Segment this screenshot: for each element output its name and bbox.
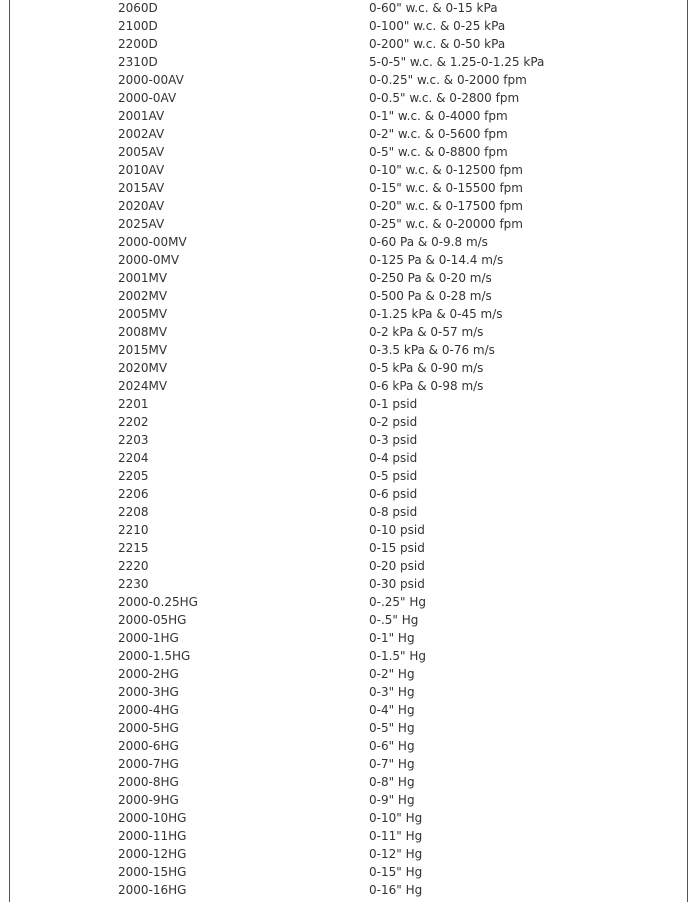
range-cell: 0-.25" Hg xyxy=(369,595,427,609)
range-cell: 0-0.25" w.c. & 0-2000 fpm xyxy=(369,73,527,87)
model-number-cell: 2205 xyxy=(118,469,149,483)
model-number-cell: 2005AV xyxy=(118,145,165,159)
model-number-cell: 2000-6HG xyxy=(118,739,179,753)
table-row xyxy=(118,647,669,665)
range-cell: 0-60 Pa & 0-9.8 m/s xyxy=(369,235,488,249)
table-row xyxy=(118,827,669,845)
model-range-table xyxy=(118,0,669,899)
model-number-cell: 2005MV xyxy=(118,307,168,321)
table-row xyxy=(118,359,669,377)
table-row xyxy=(118,107,669,125)
model-number-cell: 2000-15HG xyxy=(118,865,187,879)
table-row xyxy=(118,413,669,431)
table-row xyxy=(118,863,669,881)
model-number-cell: 2015AV xyxy=(118,181,165,195)
range-cell: 0-8" Hg xyxy=(369,775,415,789)
table-row xyxy=(118,485,669,503)
range-cell: 0-5" Hg xyxy=(369,721,415,735)
model-number-cell: 2000-00MV xyxy=(118,235,187,249)
range-cell: 0-250 Pa & 0-20 m/s xyxy=(369,271,492,285)
model-number-cell: 2000-7HG xyxy=(118,757,179,771)
table-row xyxy=(118,0,669,17)
model-number-cell: 2206 xyxy=(118,487,149,501)
model-number-cell: 2220 xyxy=(118,559,149,573)
table-row xyxy=(118,881,669,899)
model-number-cell: 2008MV xyxy=(118,325,168,339)
table-row xyxy=(118,773,669,791)
table-row xyxy=(118,719,669,737)
model-number-cell: 2230 xyxy=(118,577,149,591)
model-number-cell: 2000-00AV xyxy=(118,73,184,87)
range-cell: 0-7" Hg xyxy=(369,757,415,771)
model-number-cell: 2001AV xyxy=(118,109,165,123)
table-row xyxy=(118,53,669,71)
range-cell: 0-2" w.c. & 0-5600 fpm xyxy=(369,127,508,141)
table-row xyxy=(118,557,669,575)
model-number-cell: 2024MV xyxy=(118,379,168,393)
range-cell: 0-1" Hg xyxy=(369,631,415,645)
model-number-cell: 2310D xyxy=(118,55,158,69)
range-cell: 0-16" Hg xyxy=(369,883,423,897)
table-row xyxy=(118,665,669,683)
table-row xyxy=(118,89,669,107)
table-row xyxy=(118,287,669,305)
table-row xyxy=(118,701,669,719)
model-number-cell: 2200D xyxy=(118,37,158,51)
model-number-cell: 2202 xyxy=(118,415,149,429)
range-cell: 0-9" Hg xyxy=(369,793,415,807)
range-cell: 0-25" w.c. & 0-20000 fpm xyxy=(369,217,523,231)
table-row xyxy=(118,449,669,467)
table-row xyxy=(118,809,669,827)
range-cell: 0-30 psid xyxy=(369,577,425,591)
range-cell: 0-15" w.c. & 0-15500 fpm xyxy=(369,181,523,195)
table-row xyxy=(118,305,669,323)
range-cell: 0-6 kPa & 0-98 m/s xyxy=(369,379,484,393)
range-cell: 0-15 psid xyxy=(369,541,425,555)
table-row xyxy=(118,395,669,413)
table-row xyxy=(118,683,669,701)
range-cell: 0-2 kPa & 0-57 m/s xyxy=(369,325,484,339)
model-number-cell: 2025AV xyxy=(118,217,165,231)
range-cell: 0-20" w.c. & 0-17500 fpm xyxy=(369,199,523,213)
model-number-cell: 2203 xyxy=(118,433,149,447)
range-cell: 0-10" Hg xyxy=(369,811,423,825)
table-row xyxy=(118,431,669,449)
range-cell: 0-.5" Hg xyxy=(369,613,419,627)
model-number-cell: 2000-1.5HG xyxy=(118,649,191,663)
range-cell: 0-8 psid xyxy=(369,505,418,519)
range-cell: 0-500 Pa & 0-28 m/s xyxy=(369,289,492,303)
range-cell: 0-100" w.c. & 0-25 kPa xyxy=(369,19,506,33)
model-number-cell: 2020MV xyxy=(118,361,168,375)
table-row xyxy=(118,467,669,485)
table-row xyxy=(118,323,669,341)
model-number-cell: 2002AV xyxy=(118,127,165,141)
range-cell: 0-11" Hg xyxy=(369,829,423,843)
table-row xyxy=(118,161,669,179)
model-number-cell: 2020AV xyxy=(118,199,165,213)
table-row xyxy=(118,341,669,359)
table-row xyxy=(118,539,669,557)
table-row xyxy=(118,755,669,773)
model-number-cell: 2100D xyxy=(118,19,158,33)
range-cell: 0-20 psid xyxy=(369,559,425,573)
model-number-cell: 2000-3HG xyxy=(118,685,179,699)
range-cell: 0-0.5" w.c. & 0-2800 fpm xyxy=(369,91,520,105)
range-cell: 0-5 kPa & 0-90 m/s xyxy=(369,361,484,375)
model-number-cell: 2001MV xyxy=(118,271,168,285)
table-row xyxy=(118,233,669,251)
range-cell: 0-1.25 kPa & 0-45 m/s xyxy=(369,307,503,321)
range-cell: 0-60" w.c. & 0-15 kPa xyxy=(369,1,498,15)
range-cell: 0-5" w.c. & 0-8800 fpm xyxy=(369,145,508,159)
table-row xyxy=(118,143,669,161)
model-number-cell: 2000-11HG xyxy=(118,829,187,843)
range-cell: 0-125 Pa & 0-14.4 m/s xyxy=(369,253,504,267)
range-cell: 0-5 psid xyxy=(369,469,418,483)
model-number-cell: 2000-16HG xyxy=(118,883,187,897)
model-number-cell: 2000-12HG xyxy=(118,847,187,861)
range-cell: 0-200" w.c. & 0-50 kPa xyxy=(369,37,506,51)
range-cell: 0-3 psid xyxy=(369,433,418,447)
table-row xyxy=(118,197,669,215)
range-cell: 0-2 psid xyxy=(369,415,418,429)
table-row xyxy=(118,629,669,647)
range-cell: 0-6 psid xyxy=(369,487,418,501)
model-number-cell: 2000-9HG xyxy=(118,793,179,807)
model-number-cell: 2215 xyxy=(118,541,149,555)
range-cell: 0-6" Hg xyxy=(369,739,415,753)
model-number-cell: 2000-5HG xyxy=(118,721,179,735)
model-number-cell: 2015MV xyxy=(118,343,168,357)
model-number-cell: 2060D xyxy=(118,1,158,15)
model-number-cell: 2000-10HG xyxy=(118,811,187,825)
model-number-cell: 2000-1HG xyxy=(118,631,179,645)
model-number-cell: 2000-0.25HG xyxy=(118,595,198,609)
model-number-cell: 2000-8HG xyxy=(118,775,179,789)
range-cell: 0-1.5" Hg xyxy=(369,649,427,663)
table-row xyxy=(118,575,669,593)
model-number-cell: 2002MV xyxy=(118,289,168,303)
model-number-cell: 2201 xyxy=(118,397,149,411)
table-row xyxy=(118,521,669,539)
model-number-cell: 2000-0AV xyxy=(118,91,177,105)
table-row xyxy=(118,377,669,395)
model-number-cell: 2208 xyxy=(118,505,149,519)
table-row xyxy=(118,215,669,233)
model-number-cell: 2000-0MV xyxy=(118,253,180,267)
table-row xyxy=(118,593,669,611)
table-row xyxy=(118,503,669,521)
model-number-cell: 2010AV xyxy=(118,163,165,177)
table-row xyxy=(118,17,669,35)
table-row xyxy=(118,845,669,863)
model-number-cell: 2000-05HG xyxy=(118,613,187,627)
table-row xyxy=(118,269,669,287)
range-cell: 0-3.5 kPa & 0-76 m/s xyxy=(369,343,495,357)
table-body xyxy=(118,0,669,899)
table-row xyxy=(118,791,669,809)
range-cell: 0-2" Hg xyxy=(369,667,415,681)
range-cell: 0-12" Hg xyxy=(369,847,423,861)
range-cell: 0-1 psid xyxy=(369,397,418,411)
range-cell: 0-10 psid xyxy=(369,523,425,537)
table-row xyxy=(118,35,669,53)
model-number-cell: 2210 xyxy=(118,523,149,537)
table-row xyxy=(118,71,669,89)
table-row xyxy=(118,611,669,629)
table-row xyxy=(118,125,669,143)
range-cell: 0-1" w.c. & 0-4000 fpm xyxy=(369,109,508,123)
table-row xyxy=(118,179,669,197)
range-cell: 0-3" Hg xyxy=(369,685,415,699)
model-number-cell: 2000-4HG xyxy=(118,703,179,717)
table-row xyxy=(118,251,669,269)
range-cell: 0-4" Hg xyxy=(369,703,415,717)
range-cell: 0-10" w.c. & 0-12500 fpm xyxy=(369,163,523,177)
model-number-cell: 2204 xyxy=(118,451,149,465)
model-number-cell: 2000-2HG xyxy=(118,667,179,681)
range-cell: 0-4 psid xyxy=(369,451,418,465)
table-row xyxy=(118,737,669,755)
range-cell: 0-15" Hg xyxy=(369,865,423,879)
range-cell: 5-0-5" w.c. & 1.25-0-1.25 kPa xyxy=(369,55,545,69)
